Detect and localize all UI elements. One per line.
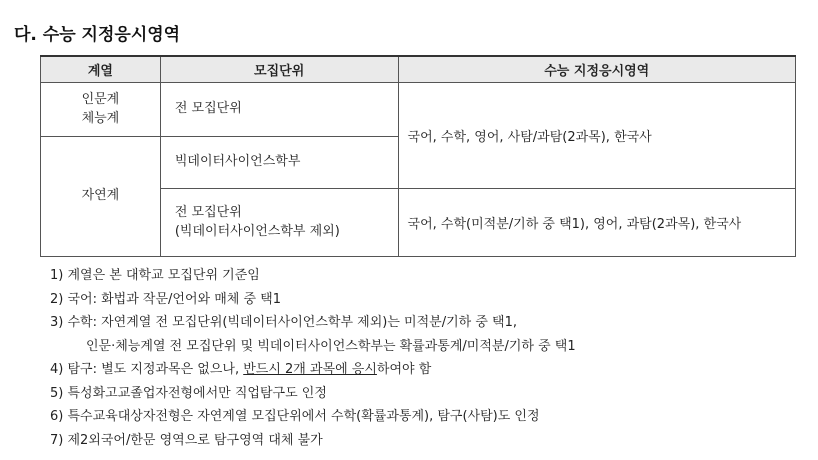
unit-all-except-bigdata: [160, 189, 398, 257]
notes-list: [50, 264, 576, 452]
note-2: 2) 국어: 화법과 작문/언어와 매체 중 택1: [50, 291, 281, 307]
table-row: [41, 83, 796, 137]
note-6: 6) 특수교육대상자전형은 자연계열 모집단위에서 수학(확률과통계), 탐구(사탐)도 인정: [50, 409, 540, 424]
unit-bigdata: 빅데이터사이언스학부: [160, 137, 398, 189]
table-header-row: [41, 56, 796, 83]
header-category: 계열: [41, 56, 161, 83]
note-3: 3) 수학: 자연계열 전 모집단위(빅데이터사이언스학부 제외)는 미적분/기하 중 택1,: [50, 315, 518, 330]
note-4-underlined: 반드시 2개 과목에 응시: [243, 362, 377, 377]
header-unit: 모집단위: [160, 56, 398, 83]
unit-label: (빅데이터사이언스학부 제외): [174, 223, 340, 239]
section-title: 다. 수능 지정응시영역: [14, 25, 181, 45]
category-label: 체능계: [81, 110, 120, 126]
note-4: [50, 358, 576, 382]
unit-label: 전 모집단위: [174, 204, 242, 220]
note-1: 1) 계열은 본 대학교 모집단위 기준임: [50, 268, 260, 283]
category-label: 인문계: [81, 91, 120, 107]
note-4-tail: 하여야 함: [376, 362, 432, 377]
area-natural: 국어, 수학(미적분/기하 중 택1), 영어, 과탐(2과목), 한국사: [398, 189, 795, 257]
note-4-text: 4) 탐구: 별도 지정과목은 없으나,: [50, 362, 244, 377]
category-natural: 자연계: [41, 137, 161, 257]
note-3-continuation: 인문·체능계열 전 모집단위 및 빅데이터사이언스학부는 확률과통계/미적분/기하 중 택1: [86, 338, 576, 354]
requirements-table: [40, 55, 796, 257]
note-5: 5) 특성화고교졸업자전형에서만 직업탐구도 인정: [50, 385, 327, 401]
note-7: 7) 제2외국어/한문 영역으로 탐구영역 대체 불가: [50, 432, 323, 448]
area-general: 국어, 수학, 영어, 사탐/과탐(2과목), 한국사: [398, 83, 795, 189]
header-area: 수능 지정응시영역: [398, 56, 795, 83]
category-humanities: [41, 83, 161, 137]
unit-all: 전 모집단위: [160, 83, 398, 137]
